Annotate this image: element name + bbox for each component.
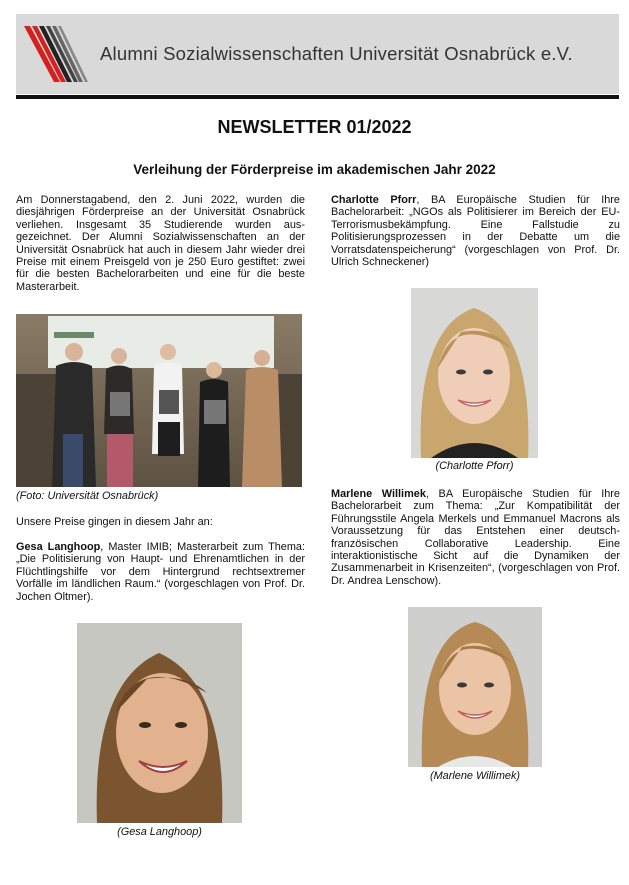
winner-text: , BA Europäische Studien für Ihre Bachelorarbeit zum Thema: „Zur Kompatibilität der Führungsstile Angela Merkels und Emmanuel Macrons als Voraussetzung für das Entstehen einer deutsch-französischen Collaborative Leadership. Eine interaktionistische Sicht auf die Dynamiken der Zusammenarbeit in Krisenzeiten“, (vorgeschlagen von Prof. Dr. Andrea Lenschow).: [331, 488, 620, 587]
stripes-logo-icon: [22, 22, 92, 86]
winner-name: Marlene Willimek: [331, 488, 426, 500]
section-title: Verleihung der Förderpreise im akademischen Jahr 2022: [133, 162, 496, 177]
org-name: Alumni Sozialwissenschaften Universität Osnabrück e.V.: [100, 43, 573, 64]
header-banner: [16, 14, 619, 94]
header-divider: [16, 95, 619, 99]
portrait-charlotte: [411, 288, 538, 458]
portrait-charlotte-caption: (Charlotte Pforr): [435, 460, 514, 472]
group-photo-caption: (Foto: Universität Osnabrück): [16, 490, 159, 502]
portrait-marlene: [408, 607, 542, 767]
group-photo: [16, 314, 302, 487]
winner-gesa: [16, 541, 305, 603]
winner-text: , Master IMIB; Masterarbeit zum Thema: „Die Politisierung von Haupt- und Ehrenamtlichen in der Flüchtlingshilfe vor dem Hintergrund rechtsextremer Vorfälle im ländlichen Raum.“ (vorgeschlagen von Prof. Dr. Jochen Oltmer).: [16, 541, 305, 603]
portrait-gesa: [77, 623, 242, 823]
winner-text: , BA Europäische Studien für Ihre Bachelorarbeit: „NGOs als Politisierer im Bereich der EU-Terrorismusbekämpfung. Eine Fallstudie zu Politisierungsprozessen in der Debatte um die Vorratsdatenspeicherung“ (vorgeschlagen von Prof. Dr. Ulrich Schneckener): [331, 194, 620, 269]
portrait-gesa-caption: (Gesa Langhoop): [117, 826, 202, 838]
portrait-marlene-caption: (Marlene Willimek): [429, 770, 521, 782]
winner-charlotte: [331, 194, 620, 268]
winner-name: Charlotte Pforr: [331, 194, 417, 206]
prizes-intro-text: Unsere Preise gingen in diesem Jahr an:: [16, 516, 213, 528]
winner-name: Gesa Langhoop: [16, 541, 101, 553]
intro-paragraph: [16, 194, 305, 293]
prizes-intro: [16, 516, 305, 528]
winner-marlene: [331, 488, 620, 587]
intro-text: Am Donnerstagabend, den 2. Juni 2022, wurden die diesjährigen Förderpreise an der Universität Osnabrück verliehen. Insgesamt 35 Studierende wurden aus-gezeichnet. Der Alumni Sozialwissenschaften an der Universität Osnabrück hat auch in diesem Jahr wieder drei Preise mit einem Preisgeld von je 250 Euro gestiftet: zwei für die besten Bachelorarbeiten und eine für die beste Masterarbeit.: [16, 194, 305, 293]
newsletter-title: NEWSLETTER 01/2022: [217, 117, 412, 137]
